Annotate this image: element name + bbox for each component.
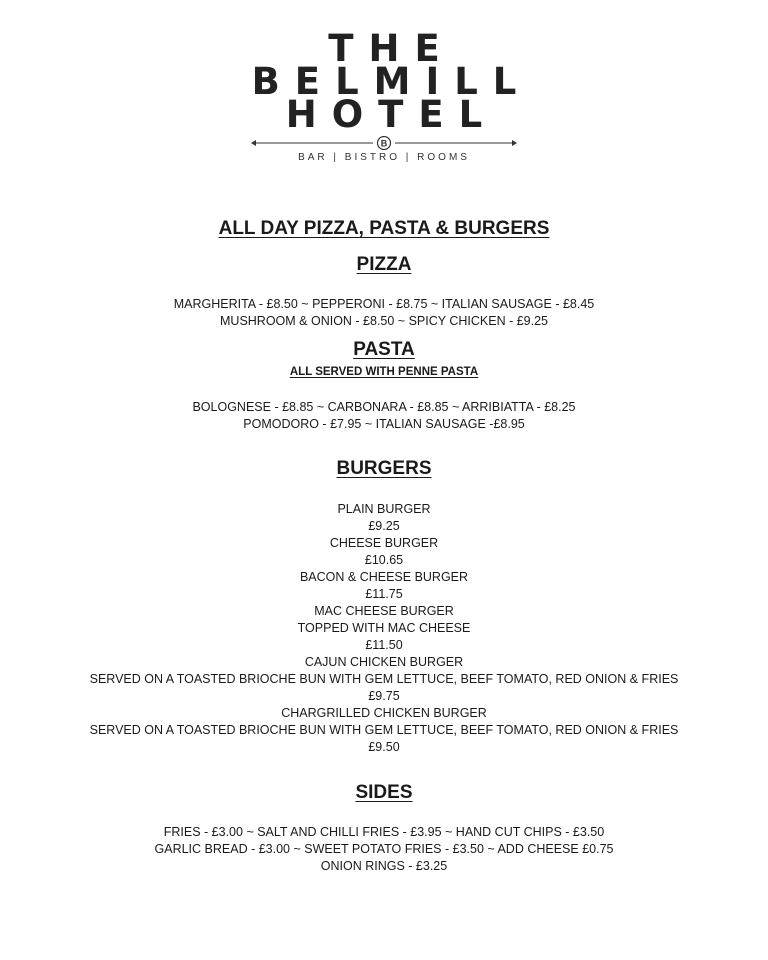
burger-line: CAJUN CHICKEN BURGER [304,655,464,669]
burger-line: £10.65 [364,553,404,567]
burger-line: £9.25 [368,519,400,533]
pizza-heading: PIZZA [356,254,412,275]
burger-line: SERVED ON A TOASTED BRIOCHE BUN WITH GEM LETTUCE, BEEF TOMATO, RED ONION & FRIES [89,723,679,737]
pasta-line: BOLOGNESE - £8.85 ~ CARBONARA - £8.85 ~ ARRIBIATTA - £8.25 [192,400,576,414]
pasta-heading: PASTA [353,339,415,360]
burger-line: CHEESE BURGER [329,536,439,550]
burger-line: £9.75 [368,689,400,703]
logo-divider-graphic [251,136,517,150]
sides-line: GARLIC BREAD - £3.00 ~ SWEET POTATO FRIES - £3.50 ~ ADD CHEESE £0.75 [154,842,614,856]
burger-line: £9.50 [368,740,400,754]
logo-line-3: HOTEL [285,93,498,136]
logo-line-1: THE [328,27,455,70]
pasta-line: POMODORO - £7.95 ~ ITALIAN SAUSAGE -£8.95 [243,417,525,431]
burger-line: PLAIN BURGER [337,502,431,516]
burger-line: BACON & CHEESE BURGER [299,570,469,584]
logo-tagline: BAR | BISTRO | ROOMS [298,152,470,163]
pizza-line: MUSHROOM & ONION - £8.50 ~ SPICY CHICKEN - £9.25 [220,314,548,328]
burger-line: CHARGRILLED CHICKEN BURGER [281,706,487,720]
pizza-line: MARGHERITA - £8.50 ~ PEPPERONI - £8.75 ~ ITALIAN SAUSAGE - £8.45 [173,297,595,311]
sides-line: ONION RINGS - £3.25 [320,859,448,873]
hotel-logo [0,27,768,163]
burger-line: £11.50 [365,638,403,652]
sides-line: FRIES - £3.00 ~ SALT AND CHILLI FRIES - £3.95 ~ HAND CUT CHIPS - £3.50 [163,825,605,839]
logo-emblem-letter: B [380,138,388,149]
logo-line-2: BELMILL [251,60,532,103]
burger-line: MAC CHEESE BURGER [314,604,454,618]
burger-line: SERVED ON A TOASTED BRIOCHE BUN WITH GEM LETTUCE, BEEF TOMATO, RED ONION & FRIES [89,672,679,686]
logo-divider [251,136,517,148]
menu-title: ALL DAY PIZZA, PASTA & BURGERS [218,218,550,239]
burger-line: TOPPED WITH MAC CHEESE [297,621,471,635]
burger-line: £11.75 [365,587,403,601]
burgers-heading: BURGERS [336,458,432,479]
pasta-subheading: ALL SERVED WITH PENNE PASTA [289,366,479,378]
sides-heading: SIDES [355,782,413,803]
